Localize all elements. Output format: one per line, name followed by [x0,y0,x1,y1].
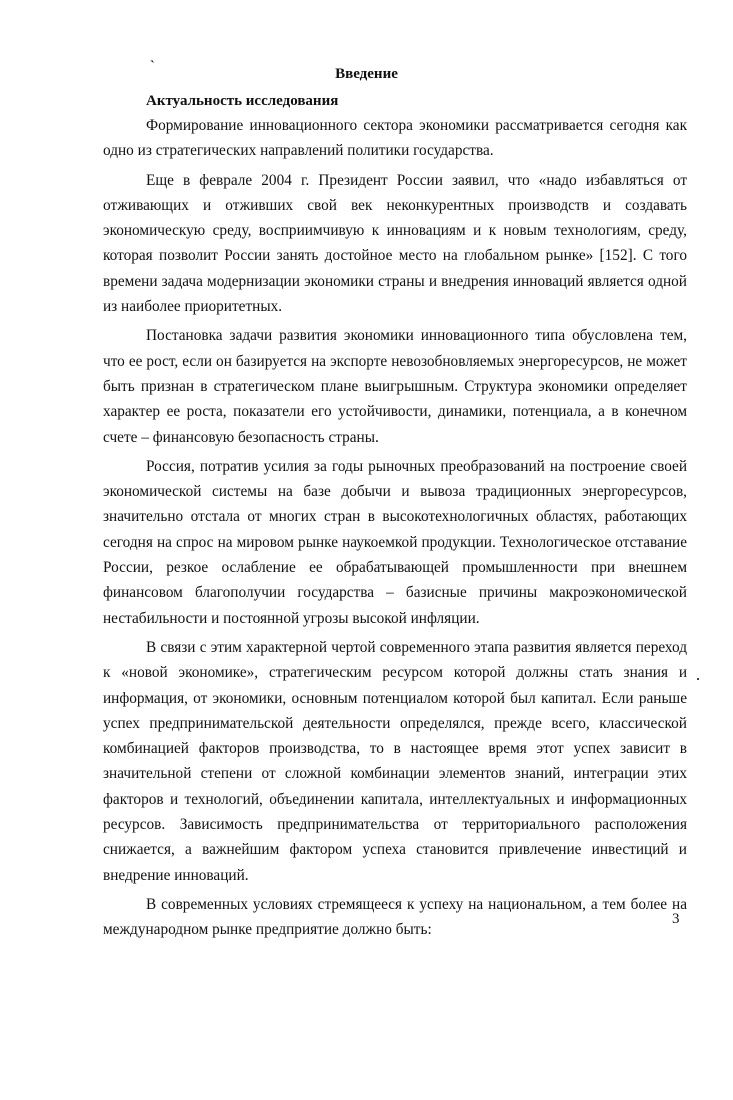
paragraph-1: Формирование инновационного сектора экономики рассматривается сегодня как одно из стратегических направлений политики государства. [103,117,687,160]
scan-tick-mark: ` [150,59,155,74]
page-title: Введение [335,66,398,82]
page-number: 3 [672,911,680,927]
section-subheading: Актуальность исследования [146,93,339,109]
paragraph-4: Россия, потратив усилия за годы рыночных преобразований на построение своей экономической системы на базе добычи и вывоза традиционных энергоресурсов, значительно отстала от многих стран в высокотехнологичных областях, работающих сегодня на спрос на мировом рынке наукоемкой продукции. Технологическое отставание России, резкое ослабление ее обрабатывающей промышленности при внешнем финансовом благополучии государства – базисные причины макроэкономической нестабильности и постоянной угрозы высокой инфляции. [103,457,687,627]
paragraph-2: Еще в феврале 2004 г. Президент России заявил, что «надо избавляться от отживающих и отживших свой век неконкурентных производств и создавать экономическую среду, восприимчивую к инновациям и к новым технологиям, среду, которая позволит России занять достойное место на глобальном рынке» [152]. С того времени задача модернизации экономики страны и внедрения инноваций является одной из наиболее приоритетных. [103,171,687,316]
paragraph-3: Постановка задачи развития экономики инновационного типа обусловлена тем, что ее рост, если он базируется на экспорте невозобновляемых энергоресурсов, не может быть признан в стратегическом плане выигрышным. Структура экономики определяет характер ее роста, показатели его устойчивости, динамики, потенциала, а в конечном счете – финансовую безопасность страны. [103,327,687,446]
paragraph-6: В современных условиях стремящееся к успеху на национальном, а тем более на международном рынке предприятие должно быть: [103,895,687,939]
paragraph-5: В связи с этим характерной чертой современного этапа развития является переход к «новой экономике», стратегическим ресурсом которой должны стать знания и информация, от экономики, основным потенциалом которой был капитал. Если раньше успех предпринимательской деятельности определялся, прежде всего, классической комбинацией факторов производства, то в настоящее время этот успех зависит в значительной степени от сложной комбинации элементов знаний, интеграции этих факторов и технологий, объединении капитала, интеллектуальных и информационных ресурсов. Зависимость предпринимательства от территориального расположения снижается, а важнейшим фактором успеха становится привлечение инвестиций и внедрение инноваций. [103,638,687,884]
scan-speck [697,678,699,680]
body-text [103,113,687,943]
